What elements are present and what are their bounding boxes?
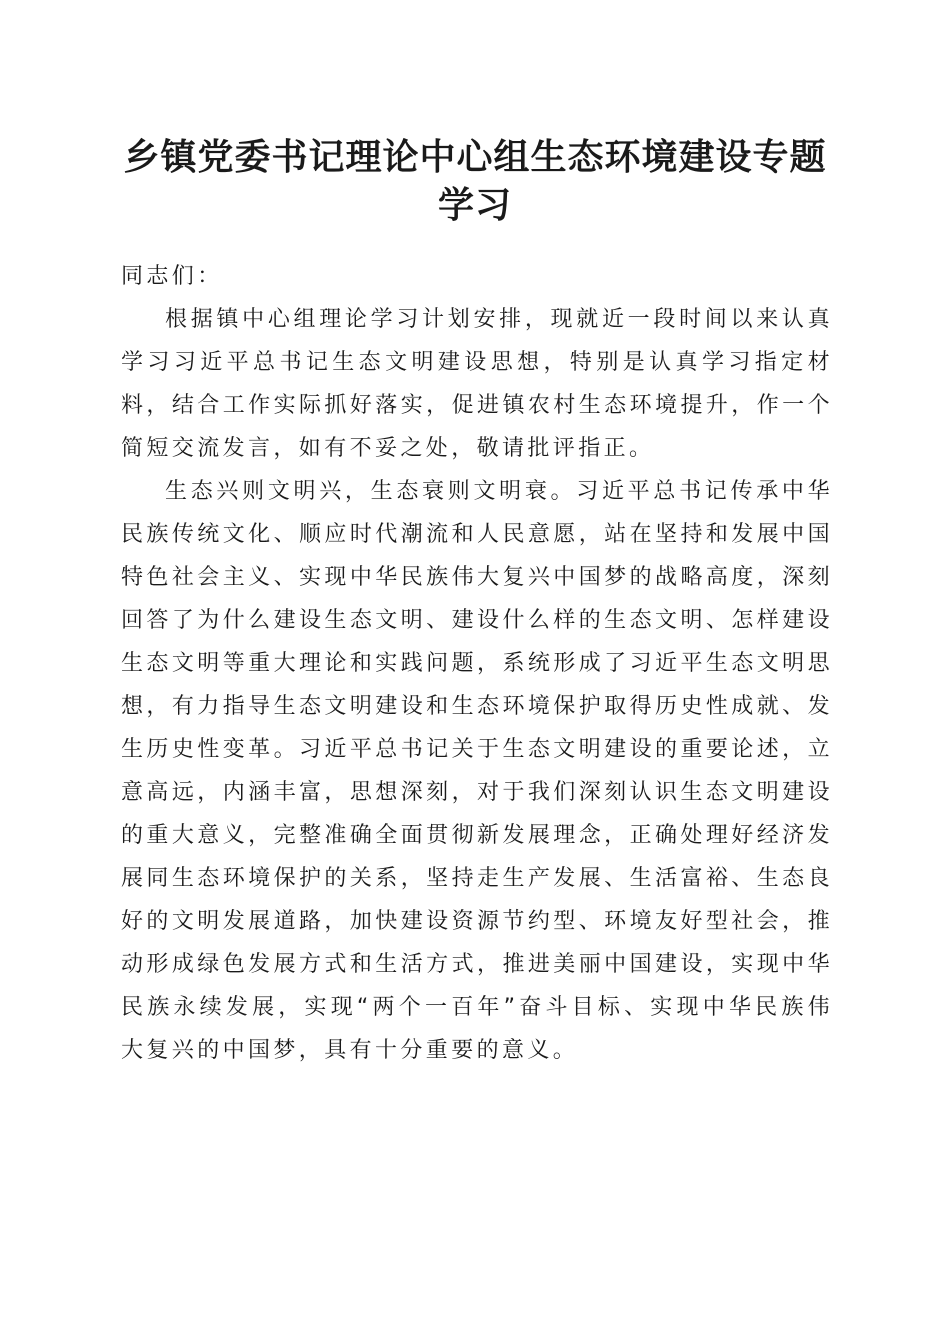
- document-title: 乡镇党委书记理论中心组生态环境建设专题学习: [123, 136, 827, 226]
- salutation: 同志们：: [121, 264, 223, 289]
- paragraph-ecology: 生态兴则文明兴，生态衰则文明衰。习近平总书记传承中华民族传统文化、顺应时代潮流和人民意愿，站在坚持和发展中国特色社会主义、实现中华民族伟大复兴中国梦的战略高度，深刻回答了为什么建设生态文明、建设什么样的生态文明、怎样建设生态文明等重大理论和实践问题，系统形成了习近平生态文明思想，有力指导生态文明建设和生态环境保护取得历史性成就、发生历史性变革。习近平总书记关于生态文明建设的重要论述，立意高远，内涵丰富，思想深刻，对于我们深刻认识生态文明建设的重大意义，完整准确全面贯彻新发展理念，正确处理好经济发展同生态环境保护的关系，坚持走生产发展、生活富裕、生态良好的文明发展道路，加快建设资源节约型、环境友好型社会，推动形成绿色发展方式和生活方式，推进美丽中国建设，实现中华民族永续发展，实现“两个一百年”奋斗目标、实现中华民族伟大复兴的中国梦，具有十分重要的意义。: [121, 479, 833, 1063]
- document-body: [121, 255, 833, 1072]
- paragraph-intro: 根据镇中心组理论学习计划安排，现就近一段时间以来认真学习习近平总书记生态文明建设思想，特别是认真学习指定材料，结合工作实际抓好落实，促进镇农村生态环境提升，作一个简短交流发言，如有不妥之处，敬请批评指正。: [121, 307, 833, 461]
